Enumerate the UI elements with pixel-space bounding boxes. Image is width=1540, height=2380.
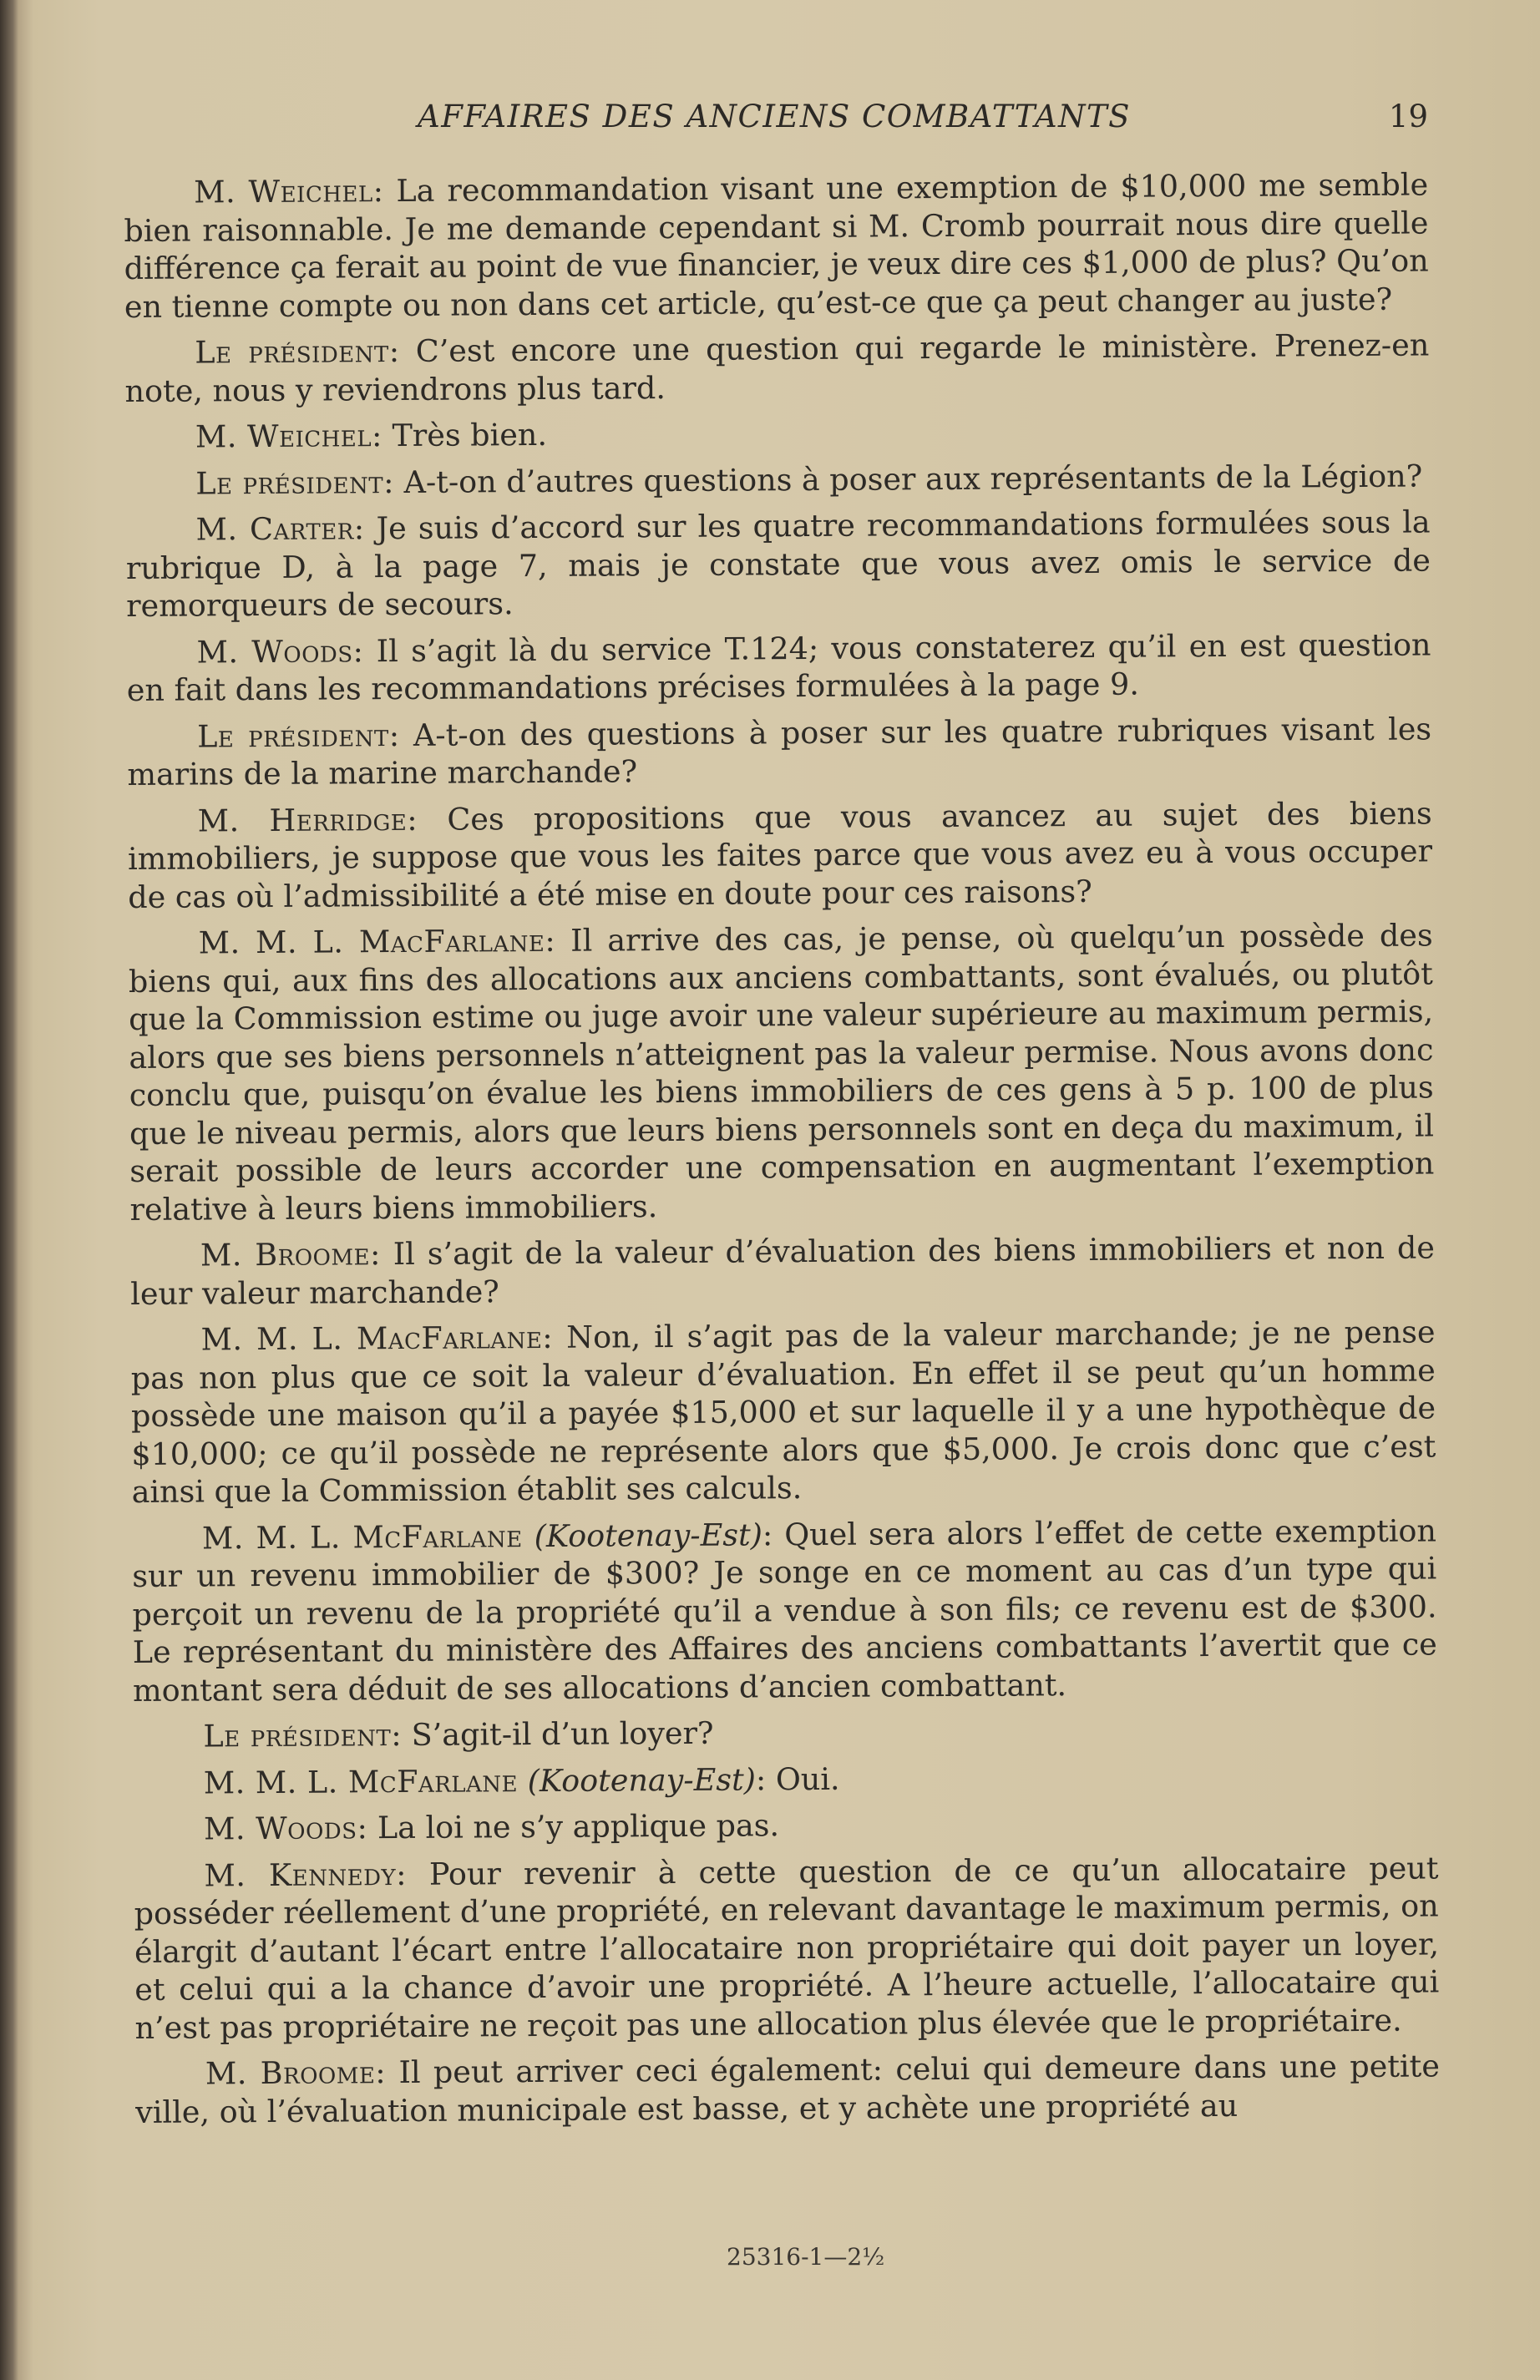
page-number: 19	[1388, 99, 1428, 134]
speech-text: La recommandation visant une exemption de $10,000 me semble bien raisonnable. Je me demande cependant si M. Cromb pourrait nous dire quelle différence ça ferait au point de vue financier, je veux dire ces $1,000 de plus? Qu’on en tienne compte ou non dans cet article, qu’est-ce que ça peut changer au juste?	[124, 166, 1429, 325]
transcript-paragraph	[134, 1802, 1438, 1848]
speech-text: : Quel sera alors l’effet de cette exemption sur un revenu immobilier de $300? Je songe en ce moment au cas d’un type qui perçoit un revenu de la propriété qu’il a vendue à son fils; ce revenu est de $300. Le représentant du ministère des Affaires des anciens combattants l’avertit que ce montant sera déduit de ses allocations d’ancien combattant.	[132, 1512, 1437, 1709]
transcript-body	[124, 165, 1440, 2139]
speaker-name: Le président:	[195, 332, 400, 371]
speaker-name: M. Herridge:	[197, 801, 418, 838]
speech-text: A-t-on d’autres questions à poser aux représentants de la Légion?	[393, 458, 1423, 500]
speech-text: Non, il s’agit pas de la valeur marchande; je ne pense pas non plus que ce soit la valeur d’évaluation. En effet il se peut qu’un homme possède une maison qu’il a payée $15,000 et sur laquelle il y a une hypothèque de $10,000; ce qu’il possède ne représente alors que $5,000. Je crois donc que c’est ainsi que la Commission établit ses calculs.	[130, 1314, 1436, 1510]
speech-text: Pour revenir à cette question de ce qu’un allocataire peut posséder réellement d’une propriété, en relevant davantage le maximum permis, on élargit d’autant l’écart entre l’allocataire non propriétaire qui doit payer un loyer, et celui qui a la chance d’avoir une propriété. A l’heure actuelle, l’allocataire qui n’est pas propriétaire ne reçoit pas une allocation plus élevée que le propriétaire.	[134, 1849, 1440, 2046]
speaker-riding: (Kootenay-Est)	[527, 1760, 757, 1799]
speech-text: Il peut arriver ceci également: celui qui demeure dans une petite ville, où l’évaluation municipale est basse, et y achète une propriété au	[135, 2048, 1441, 2130]
speaker-name: M. Broome:	[200, 1236, 381, 1274]
speaker-name: Le président:	[203, 1717, 403, 1755]
transcript-paragraph	[127, 710, 1432, 794]
speaker-riding: (Kootenay-Est)	[534, 1516, 763, 1554]
speech-text: A-t-on des questions à poser sur les quatre rubriques visant les marins de la marine marchande?	[127, 710, 1432, 792]
transcript-paragraph	[125, 410, 1430, 456]
speaker-name: M. M. L. MacFarlane:	[200, 1319, 554, 1358]
speech-text: Ces propositions que vous avancez au sujet des biens immobiliers, je suppose que vous les faites parce que vous avez eu à vous occuper de cas où l’admissibilité a été mise en doute pour ces raisons?	[127, 794, 1433, 915]
speech-text: : Oui.	[755, 1760, 840, 1797]
transcript-paragraph	[130, 1313, 1436, 1511]
speaker-name: Le président:	[195, 463, 395, 501]
speech-text: S’agit-il d’un loyer?	[401, 1714, 714, 1753]
speaker-name: M. M. L. MacFarlane:	[198, 922, 556, 961]
transcript-paragraph	[132, 1512, 1437, 1709]
speaker-name: M. M. L. McFarlane	[203, 1762, 519, 1800]
transcript-paragraph	[125, 457, 1430, 503]
transcript-paragraph	[128, 916, 1434, 1228]
speaker-name: Le président:	[196, 717, 400, 754]
transcript-paragraph	[126, 625, 1431, 710]
transcript-paragraph	[124, 326, 1430, 410]
speaker-name: M. Woods:	[196, 632, 364, 670]
speaker-name: M. Weichel:	[195, 418, 383, 455]
speech-text: Il arrive des cas, je pense, où quelqu’un possède des biens qui, aux fins des allocations aux anciens combattants, sont évalués, ou plutôt que la Commission estime ou juge avoir une valeur supérieure au maximum permis, alors que ses biens personnels n’atteignent pas la valeur permise. Nous avons donc conclu que, puisqu’on évalue les biens immobiliers de ces gens à 5 p. 100 de plus que le niveau permis, alors que leurs biens personnels sont en deça du maximum, il serait possible de leurs accorder une compensation en augmentant l’exemption relative à leurs biens immobiliers.	[128, 917, 1435, 1228]
transcript-paragraph	[134, 1849, 1439, 2047]
speech-text: Il s’agit là du service T.124; vous constaterez qu’il en est question en fait dans les recommandations précises formulées à la page 9.	[126, 625, 1431, 708]
speech-text: Il s’agit de la valeur d’évaluation des biens immobiliers et non de leur valeur marchande?	[130, 1229, 1436, 1312]
transcript-paragraph	[128, 794, 1433, 916]
speech-text: La loi ne s’y applique pas.	[367, 1807, 780, 1846]
transcript-paragraph	[124, 165, 1429, 326]
transcript-paragraph	[135, 2047, 1441, 2131]
transcript-paragraph	[134, 1756, 1438, 1802]
transcript-paragraph	[125, 503, 1431, 625]
speaker-name: M. M. L. McFarlane	[201, 1517, 523, 1556]
transcript-paragraph	[133, 1709, 1437, 1755]
page-header	[125, 99, 1428, 149]
running-title: AFFAIRES DES ANCIENS COMBATTANTS	[418, 99, 1132, 134]
speaker-name: M. Broome:	[205, 2054, 387, 2092]
speaker-name: M. Weichel:	[194, 173, 384, 210]
printer-code: 25316-1—2½	[727, 2243, 885, 2271]
speech-text: Je suis d’accord sur les quatre recommandations formulées sous la rubrique D, à la page 7, mais je constate que vous avez omis le service de remorqueurs de secours.	[125, 504, 1431, 624]
speaker-name: M. Woods:	[203, 1810, 368, 1847]
speech-text: Très bien.	[382, 416, 548, 454]
book-spine-shadow	[0, 0, 18, 2380]
transcript-paragraph	[130, 1228, 1436, 1313]
speech-text: C’est encore une question qui regarde le ministère. Prenez-en note, nous y reviendrons plus tard.	[124, 327, 1430, 409]
speaker-name: M. Kennedy:	[204, 1856, 408, 1893]
speaker-name: M. Carter:	[195, 510, 365, 548]
